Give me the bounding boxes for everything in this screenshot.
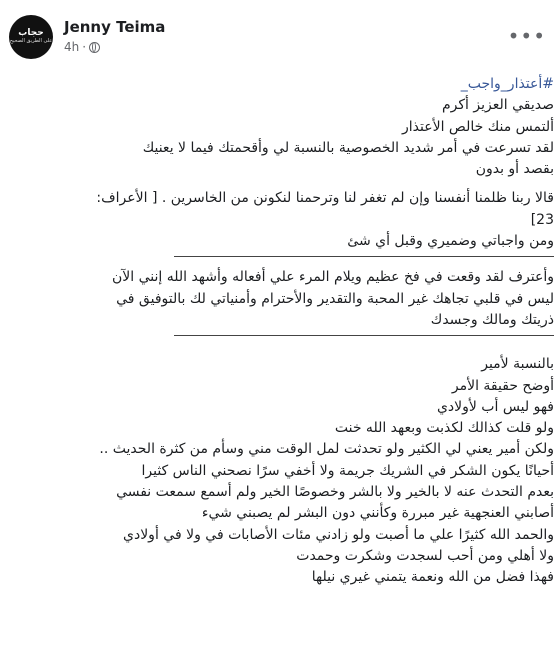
hashtag-link[interactable]: #أعتذار_واجب_ <box>460 76 554 92</box>
divider <box>174 256 554 257</box>
post-line: أصابني العنجهية غير مبررة وكأنني دون البشر لم يصبني شيء <box>201 505 554 522</box>
post-time[interactable]: 4h <box>64 40 80 54</box>
post-line: أحيانًا يكون الشكر في الشريك جريمة ولا أخفي سرًا نصحني الناس كثيرا <box>141 462 554 479</box>
post-line: لقد تسرعت في أمر شديد الخصوصية بالنسبة لي وأقحمتك فيما لا يعنيك <box>142 139 554 156</box>
post-line: ألتمس منك خالص الأعتذار <box>402 118 554 135</box>
post-line: ليس في قلبي تجاهك غير المحبة والتقدير والأحترام وأمنياتي لك بالتوفيق في <box>116 290 554 307</box>
post-body <box>8 74 554 589</box>
post-header <box>0 0 560 72</box>
post-line: ولو قلت كذالك لكذبت وبعهد الله خنت <box>334 420 554 437</box>
avatar-logo-subtext: على الطريق الصحيح <box>9 38 53 44</box>
post-line: أوضح حقيقة الأمر <box>451 377 554 394</box>
post-line: فهو ليس أب لأولادي <box>436 398 554 415</box>
post-line: ومن واجباتي وضميري وقبل أي شئ <box>347 233 554 250</box>
post-line: ولكن أمير يعني لي الكثير ولو تحدثت لمل الوقت مني وسأم من كثرة الحديث .. <box>99 441 554 458</box>
post-line: قالا ربنا ظلمنا أنفسنا وإن لم تغفر لنا وترحمنا لنكونن من الخاسرين . [ الأعراف: <box>96 190 554 207</box>
meta-separator: · <box>82 40 87 54</box>
post-line: ولا أهلي ومن أحب لسجدت وشكرت وحمدت <box>296 547 554 564</box>
post-line: بقصد أو بدون <box>475 161 554 178</box>
post-meta <box>64 40 100 54</box>
globe-icon[interactable] <box>89 42 100 53</box>
post-line: فهذا فضل من الله ونعمة يتمني غيري نيلها <box>311 569 554 586</box>
post-line: ذريتك ومالك وجسدك <box>430 311 554 328</box>
ellipsis-icon[interactable]: ••• <box>507 24 546 48</box>
author-name[interactable]: Jenny Teima <box>64 18 166 36</box>
post-line: 23] <box>530 211 554 228</box>
avatar-logo-text: حجاب <box>18 28 44 38</box>
post-line: بعدم التحدث عنه لا بالخير ولا بالشر وخصوصًا الخير ولم أسمع سمعت نفسي <box>116 484 554 501</box>
post-line: والحمد الله كثيرًا علي ما أصبت ولو زادني مئات الأصابات في ولا في أولادي <box>123 526 554 543</box>
post-line: بالنسبة لأمير <box>481 356 554 373</box>
divider <box>174 335 554 336</box>
avatar[interactable] <box>9 15 53 59</box>
post-line: وأعترف لقد وقعت في فخ عظيم ويلام المرء علي أفعاله وأشهد الله إنني الآن <box>111 269 554 286</box>
post-line: صديقي العزيز أكرم <box>442 97 554 114</box>
